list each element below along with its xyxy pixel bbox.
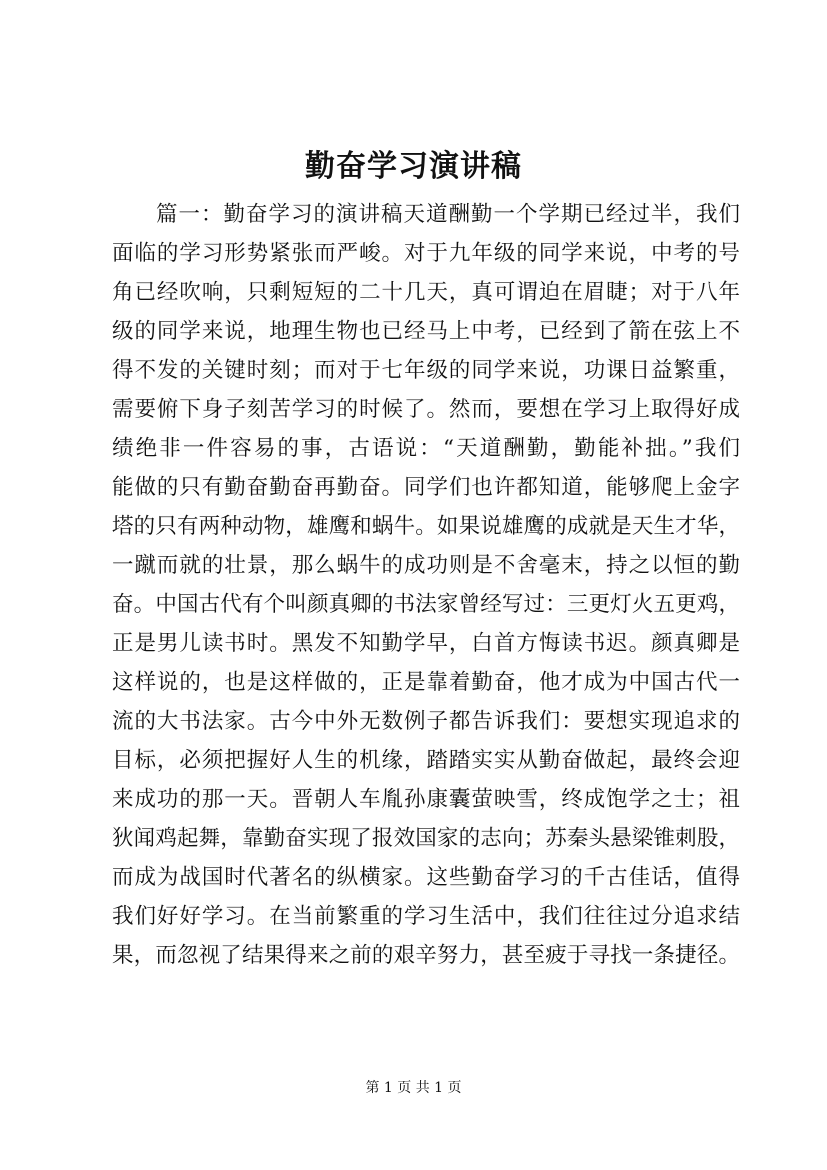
body-line: 需要俯下身子刻苦学习的时候了。然而，要想在学习上取得好成	[112, 397, 740, 422]
body-line: 我们好好学习。在当前繁重的学习生活中，我们往往过分追求结	[112, 904, 740, 929]
body-line: 而成为战国时代著名的纵横家。这些勤奋学习的千古佳话，值得	[112, 865, 740, 890]
body-line: 级的同学来说，地理生物也已经马上中考，已经到了箭在弦上不	[112, 319, 740, 344]
body-line: 一蹴而就的壮景，那么蜗牛的成功则是不舍毫末，持之以恒的勤	[112, 553, 740, 578]
body-line: 篇一：勤奋学习的演讲稿天道酬勤一个学期已经过半，我们	[156, 202, 740, 227]
body-line: 这样说的，也是这样做的，正是靠着勤奋，他才成为中国古代一	[112, 670, 740, 695]
body-line: 果，而忽视了结果得来之前的艰辛努力，甚至疲于寻找一条捷径。	[112, 943, 740, 968]
body-line: 目标，必须把握好人生的机缘，踏踏实实从勤奋做起，最终会迎	[112, 748, 740, 773]
body-line: 绩绝非一件容易的事，古语说：“天道酬勤，勤能补拙。”我们	[112, 436, 740, 461]
document-title: 勤奋学习演讲稿	[305, 149, 522, 184]
body-line: 得不发的关键时刻；而对于七年级的同学来说，功课日益繁重，	[112, 358, 740, 383]
document-body	[112, 195, 740, 975]
body-line: 奋。中国古代有个叫颜真卿的书法家曾经写过：三更灯火五更鸡，	[112, 592, 740, 617]
body-line: 流的大书法家。古今中外无数例子都告诉我们：要想实现追求的	[112, 709, 740, 734]
page-number-footer: 第 1 页 共 1 页	[365, 1080, 462, 1096]
body-line: 面临的学习形势紧张而严峻。对于九年级的同学来说，中考的号	[112, 241, 740, 266]
body-line: 能做的只有勤奋勤奋再勤奋。同学们也许都知道，能够爬上金字	[112, 475, 740, 500]
body-line: 角已经吹响，只剩短短的二十几天，真可谓迫在眉睫；对于八年	[112, 280, 740, 305]
body-line: 狄闻鸡起舞，靠勤奋实现了报效国家的志向；苏秦头悬梁锥刺股，	[112, 826, 740, 851]
body-line: 塔的只有两种动物，雄鹰和蜗牛。如果说雄鹰的成就是天生才华，	[112, 514, 740, 539]
body-line: 来成功的那一天。晋朝人车胤孙康囊萤映雪，终成饱学之士；祖	[112, 787, 740, 812]
body-line: 正是男儿读书时。黑发不知勤学早，白首方悔读书迟。颜真卿是	[112, 631, 740, 656]
